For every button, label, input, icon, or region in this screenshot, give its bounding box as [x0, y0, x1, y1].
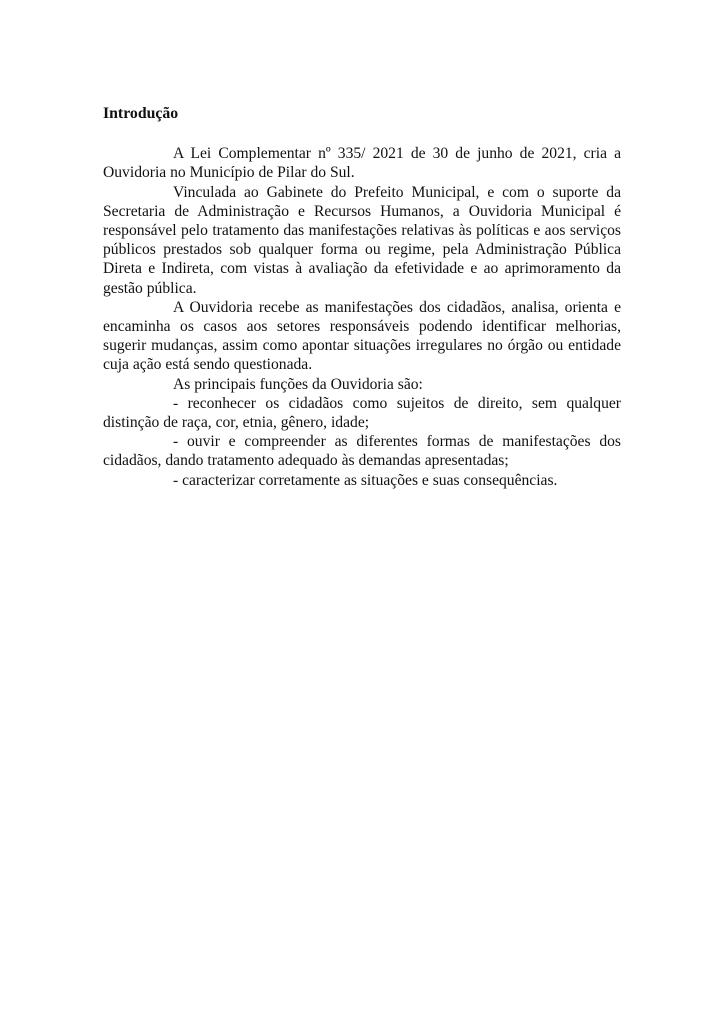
paragraph-principais-funcoes: As principais funções da Ouvidoria são:: [173, 375, 423, 393]
list-item-ouvir: - ouvir e compreender as diferentes formas de manifestações dos cidadãos, dando tratamento adequado às demandas apresentadas;: [103, 433, 621, 470]
list-item-caracterizar: - caracterizar corretamente as situações e suas consequências.: [173, 471, 558, 489]
document-body: [103, 104, 621, 490]
paragraph-lei-complementar: A Lei Complementar nº 335/ 2021 de 30 de junho de 2021, cria a Ouvidoria no Município de Pilar do Sul.: [103, 145, 621, 182]
paragraph-recebe-manifestacoes: A Ouvidoria recebe as manifestações dos cidadãos, analisa, orienta e encaminha os casos aos setores responsáveis podendo identificar melhorias, sugerir mudanças, assim como apontar situações irregulares no órgão ou entidade cuja ação está sendo questionada.: [103, 298, 621, 374]
section-heading: Introdução: [103, 105, 179, 122]
list-item-reconhecer: - reconhecer os cidadãos como sujeitos de direito, sem qualquer distinção de raça, cor, etnia, gênero, idade;: [103, 394, 621, 432]
paragraph-vinculada: Vinculada ao Gabinete do Prefeito Municipal, e com o suporte da Secretaria de Administração e Recursos Humanos, a Ouvidoria Municipal é responsável pelo tratamento das manifestações relativas às políticas e aos serviços públicos prestados sob qualquer forma ou regime, pela Administração Pública Direta e Indireta, com vistas à avaliação da efetividade e ao aprimoramento da gestão pública.: [103, 183, 621, 297]
